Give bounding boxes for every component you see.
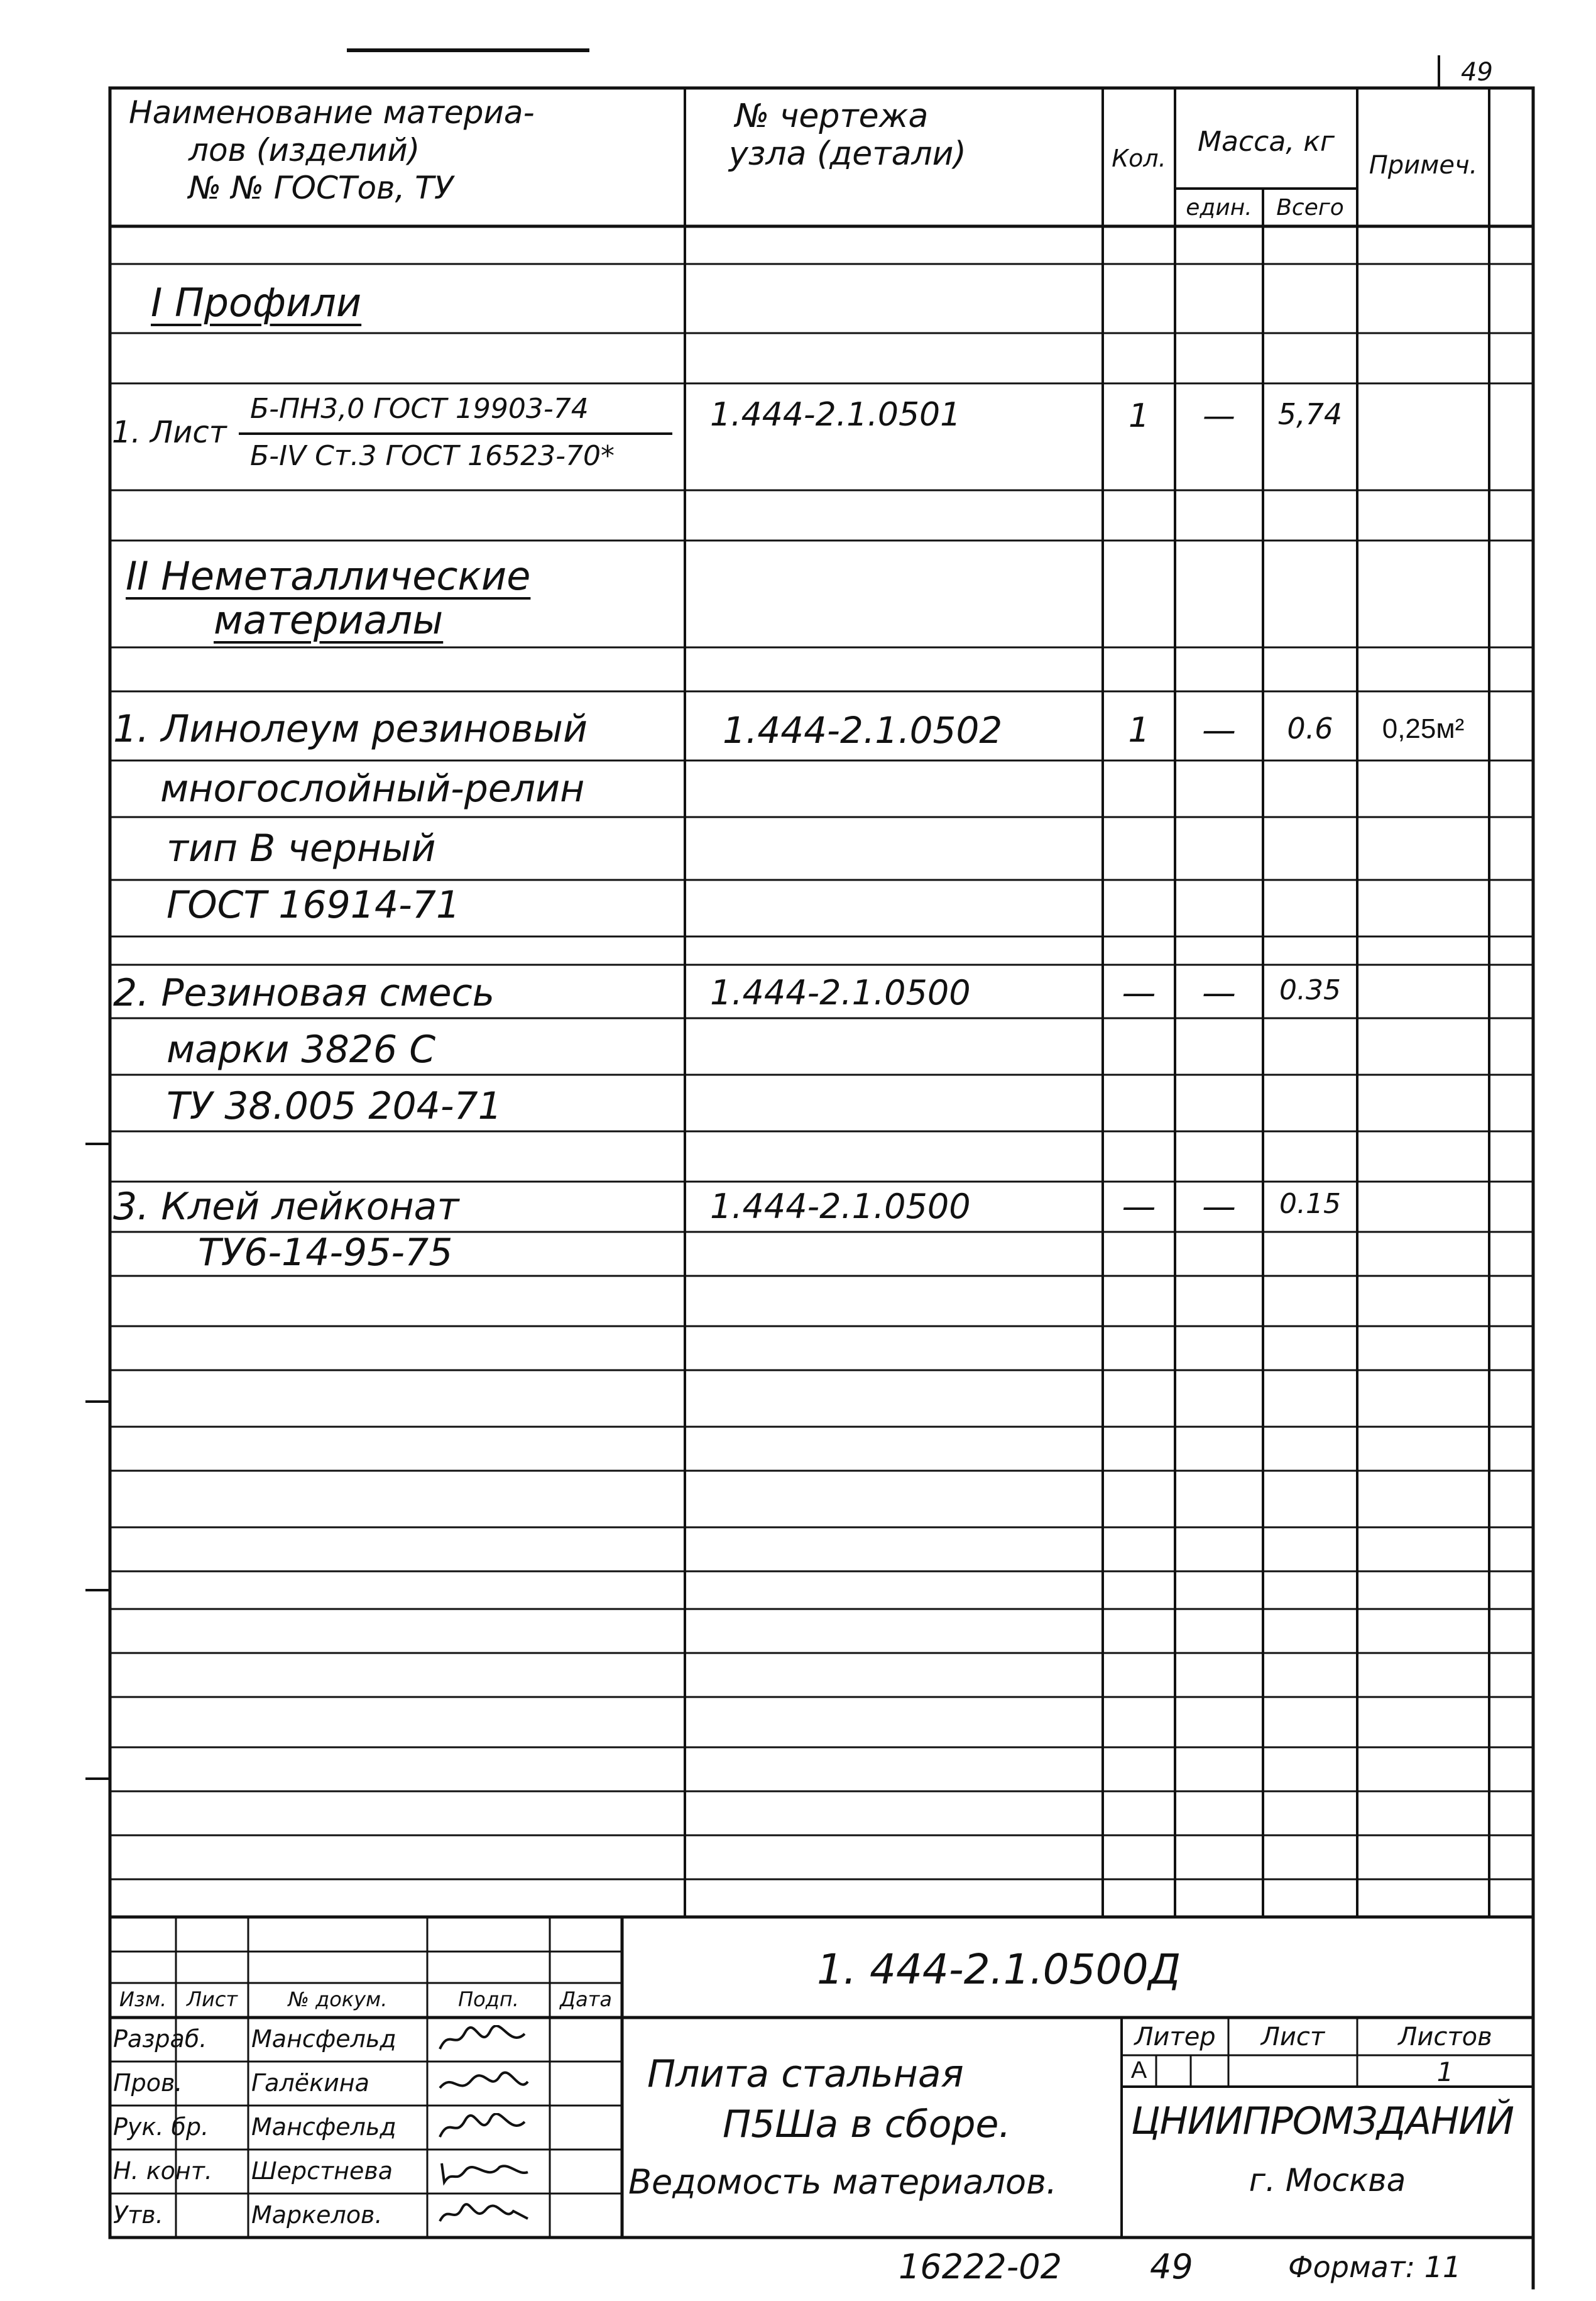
doc-code: 1. 444-2.1.0500Д [817,1945,1181,1994]
item-rubber-qty: — [1122,973,1156,1013]
doc-title-line-1: Плита стальная [647,2052,964,2096]
item-sheet-drawing: 1.444-2.1.0501 [710,396,961,434]
sheets-label: Листов [1398,2023,1492,2051]
section-nonmetal-line-1: II Неметаллические [126,553,531,599]
name-developer: Мансфельд [251,2025,396,2053]
rev-header-doc: № докум. [288,1987,388,2011]
stage-value: А [1130,2057,1147,2084]
item-linoleum-line-2: многослойный-релин [160,767,585,811]
rev-header-change: Изм. [119,1987,167,2011]
section-nonmetal-line-2: материалы [214,597,444,643]
item-rubber-line-2: марки 3826 С [167,1028,436,1072]
name-checker: Галёкина [251,2069,369,2097]
item-linoleum-qty: 1 [1128,710,1150,750]
item-sheet-prefix: 1. Лист [112,415,227,450]
item-rubber-total-mass: 0.35 [1279,974,1341,1006]
format-label: Формат: 11 [1288,2250,1462,2284]
rev-header-date: Дата [560,1987,612,2011]
item-linoleum-total-mass: 0.6 [1287,711,1333,745]
item-rubber-unit-mass: — [1202,973,1236,1013]
item-rubber-line-1: 2. Резиновая смесь [113,971,495,1015]
role-team-lead: Рук. бр. [113,2113,209,2141]
item-linoleum-note: 0,25м² [1382,713,1465,744]
item-glue-line-1: 3. Клей лейконат [113,1185,459,1229]
header-drawing-line-1: № чертежа [735,97,929,135]
header-name-line-3: № № ГОСТов, ТУ [189,170,454,206]
item-rubber-drawing: 1.444-2.1.0500 [710,973,971,1013]
item-linoleum-drawing: 1.444-2.1.0502 [723,709,1003,752]
item-sheet-unit-mass: — [1203,397,1235,435]
footer-page: 49 [1150,2247,1193,2287]
item-glue-qty: — [1122,1187,1156,1226]
item-linoleum-line-4: ГОСТ 16914-71 [167,883,461,927]
header-mass-total: Всего [1276,195,1344,221]
signature-norm-control [437,2157,531,2186]
doc-title-line-3: Ведомость материалов. [628,2162,1058,2202]
name-team-lead: Мансфельд [251,2113,396,2141]
rev-header-sheet: Лист [186,1987,238,2011]
role-norm-control: Н. конт. [113,2157,212,2185]
stage-label: Литер [1134,2023,1216,2051]
item-glue-unit-mass: — [1202,1187,1236,1226]
header-drawing-line-2: узла (детали) [729,135,966,173]
signature-developer [437,2025,531,2054]
signature-team-lead [437,2113,531,2142]
header-name-line-2: лов (изделий) [189,132,420,168]
item-sheet-spec-bottom: Б-IV Ст.3 ГОСТ 16523-70* [250,440,615,472]
item-sheet-total-mass: 5,74 [1277,397,1343,431]
fraction-line [239,432,672,435]
page-number: 49 [1461,58,1493,87]
signature-approver [437,2200,531,2229]
signature-checker [437,2069,531,2098]
section-profiles: I Профили [151,280,362,326]
item-linoleum-line-1: 1. Линолеум резиновый [113,707,588,751]
item-glue-line-2: ТУ6-14-95-75 [198,1231,453,1275]
name-norm-control: Шерстнева [251,2157,393,2185]
item-linoleum-line-3: тип В черный [167,826,436,870]
archive-number: 16222-02 [899,2247,1062,2287]
item-sheet-spec-top: Б-ПН3,0 ГОСТ 19903-74 [250,393,589,425]
rev-header-sign: Подп. [458,1987,519,2011]
role-developer: Разраб. [113,2025,207,2053]
item-glue-drawing: 1.444-2.1.0500 [710,1187,971,1226]
header-mass: Масса, кг [1198,126,1335,158]
org-name: ЦНИИПРОМЗДАНИЙ [1131,2099,1514,2143]
header-mass-unit: един. [1186,195,1252,221]
role-checker: Пров. [113,2069,183,2097]
org-city: г. Москва [1249,2162,1406,2199]
role-approver: Утв. [113,2201,163,2229]
sheets-value: 1 [1436,2057,1454,2087]
item-rubber-line-3: ТУ 38.005 204-71 [167,1084,502,1128]
item-sheet-qty: 1 [1128,397,1150,435]
name-approver: Маркелов. [251,2201,383,2229]
header-name-line-1: Наименование материа- [129,94,535,131]
item-linoleum-unit-mass: — [1202,710,1236,750]
item-glue-total-mass: 0.15 [1279,1188,1341,1220]
header-qty: Кол. [1112,145,1166,172]
header-note: Примеч. [1369,151,1478,180]
sheet-label: Лист [1260,2023,1325,2051]
doc-title-line-2: П5Ша в сборе. [723,2102,1011,2146]
